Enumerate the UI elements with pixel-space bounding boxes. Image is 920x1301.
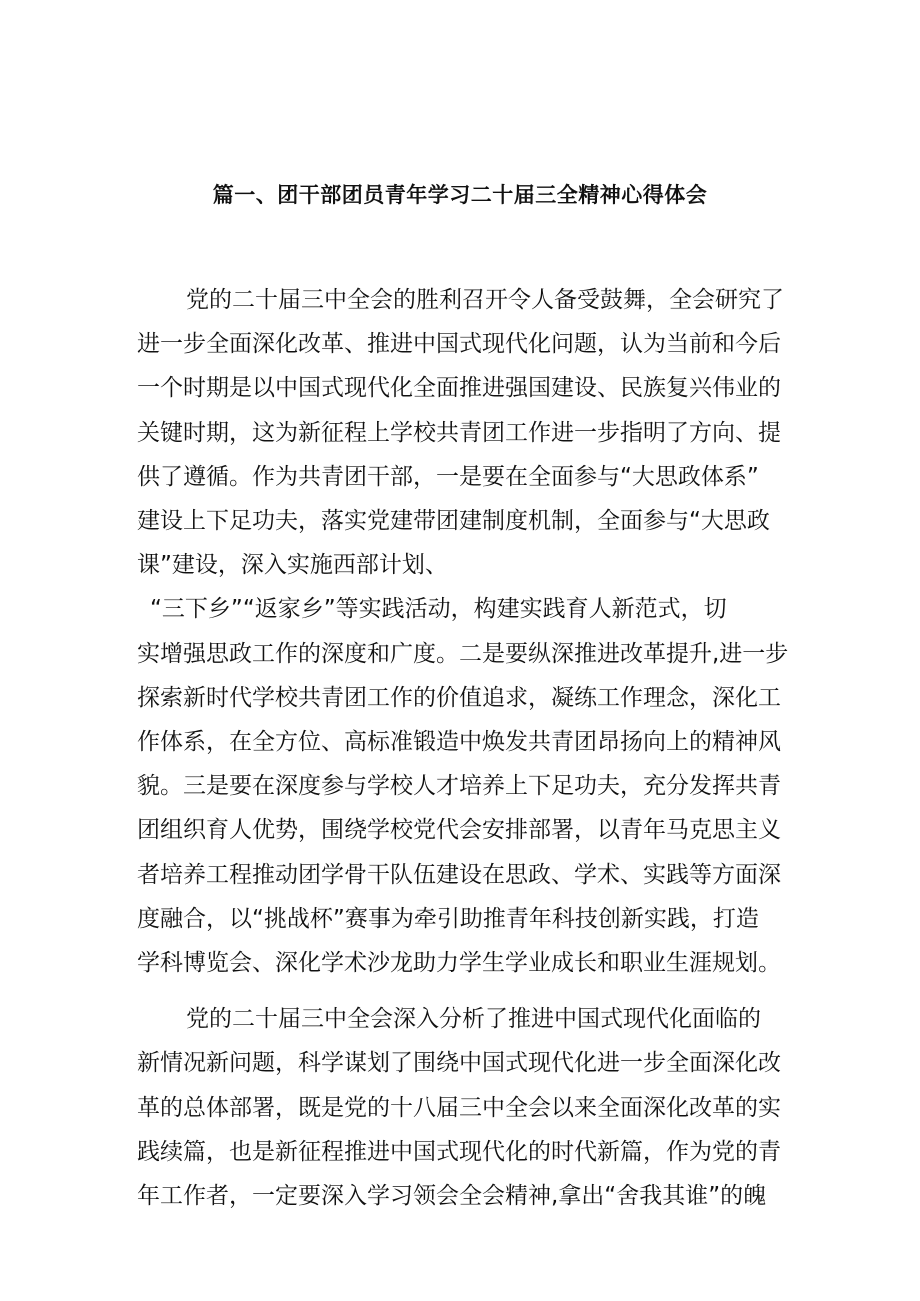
document-title: 篇一、团干部团员青年学习二十届三全精神心得体会 [212,183,708,207]
text-line: 革的总体部署，既是党的十八届三中全会以来全面深化改革的实 [137,1095,781,1121]
text-line: 建设上下足功夫，落实党建带团建制度机制，全面参与“大思政 [137,508,770,534]
text-line: 作体系，在全方位、高标准锻造中焕发共青团昂扬向上的精神风 [137,729,781,755]
text-line: 供了遵循。作为共青团干部，一是要在全面参与“大思政体系” [137,464,759,490]
text-line: 者培养工程推动团学骨干队伍建设在思政、学术、实践等方面深 [137,862,781,888]
text-line: 践续篇，也是新征程推进中国式现代化的时代新篇，作为党的青 [137,1139,781,1165]
text-line: 貌。三是要在深度参与学校人才培养上下足功夫，充分发挥共青 [137,773,781,799]
text-line: 学科博览会、深化学术沙龙助力学生学业成长和职业生涯规划。 [137,950,781,976]
text-line: 进一步全面深化改革、推进中国式现代化问题，认为当前和今后 [137,331,781,357]
text-line: 党的二十届三中全会深入分析了推进中国式现代化面临的 [186,1006,761,1032]
text-line: 一个时期是以中国式现代化全面推进强国建设、民族复兴伟业的 [137,375,781,401]
text-line: 年工作者，一定要深入学习领会全会精神,拿出“舍我其谁”的魄 [137,1183,767,1209]
text-line: 课”建设，深入实施西部计划、 [137,552,448,578]
text-line: 团组织育人优势，围绕学校党代会安排部署，以青年马克思主义 [137,817,781,843]
text-line: 党的二十届三中全会的胜利召开令人备受鼓舞，全会研究了 [186,287,784,313]
text-line: 关键时期，这为新征程上学校共青团工作进一步指明了方向、提 [137,420,781,446]
text-line: 新情况新问题，科学谋划了围绕中国式现代化进一步全面深化改 [137,1050,781,1076]
text-line: “三下乡”“返家乡”等实践活动，构建实践育人新范式，切 [150,596,727,622]
text-line: 探索新时代学校共青团工作的价值追求，凝练工作理念，深化工 [137,685,781,711]
text-line: 度融合，以“挑战杯”赛事为牵引助推青年科技创新实践，打造 [137,906,759,932]
text-line: 实增强思政工作的深度和广度。二是要纵深推进改革提升,进一步 [137,641,789,667]
